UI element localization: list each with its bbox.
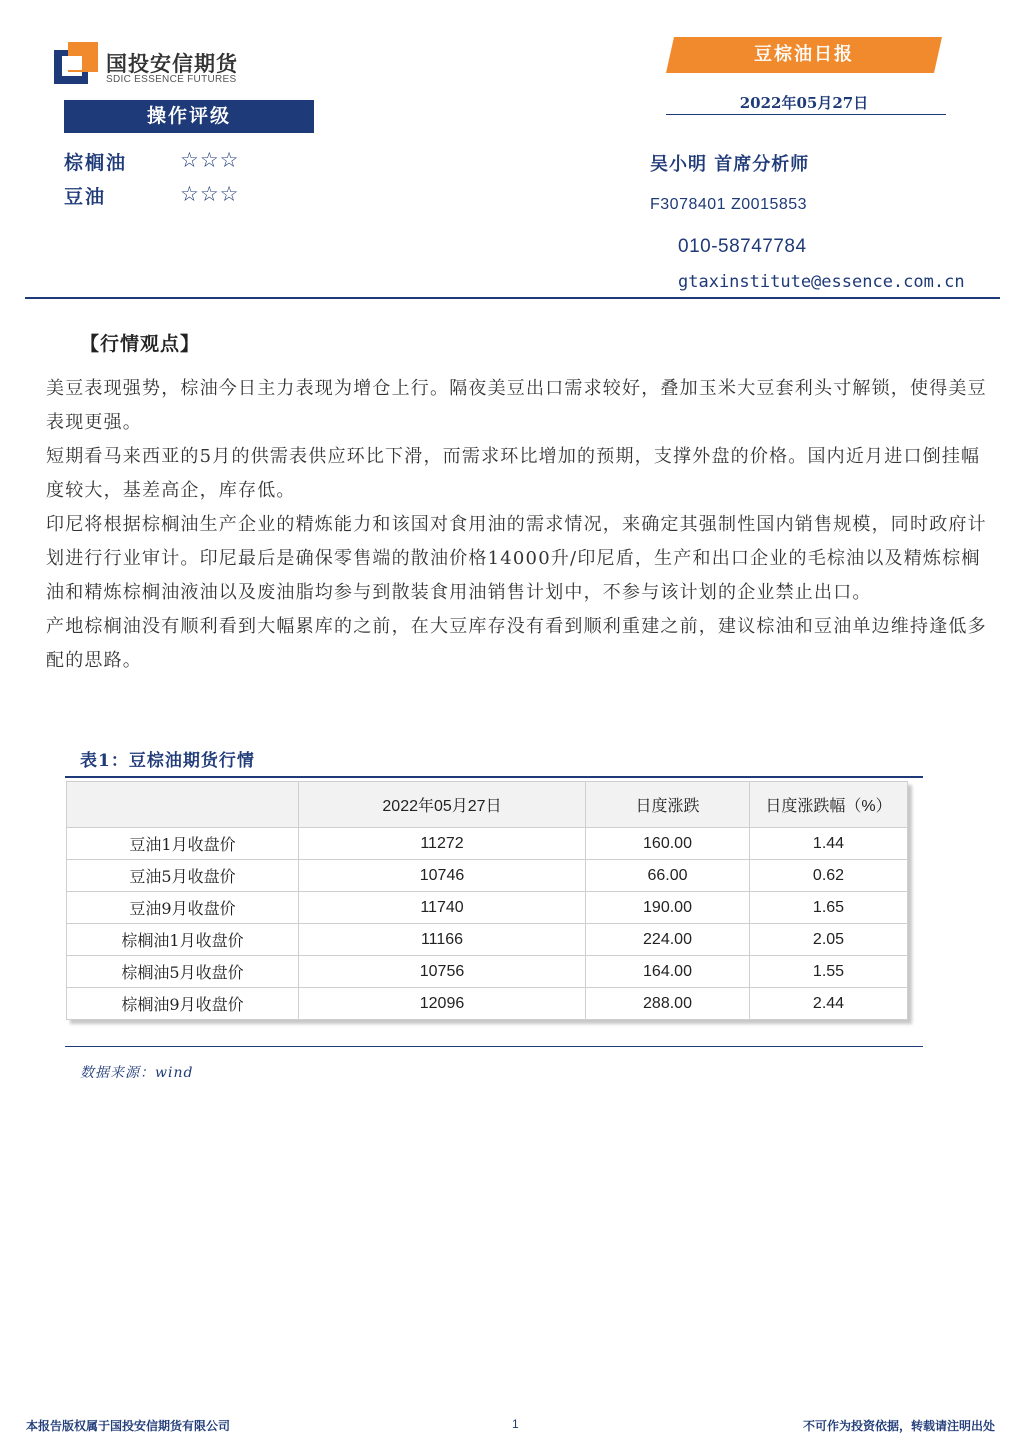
daily-change-pct-cell: 1.44 xyxy=(750,828,908,860)
table-title: 表1：豆棕油期货行情 xyxy=(80,751,255,771)
viewpoint-paragraph: 产地棕榈油没有顺利看到大幅累库的之前，在大豆库存没有看到顺利重建之前，建议棕油和豆油单边维持逢低多配的思路。 xyxy=(46,616,987,671)
contract-name-cell: 棕榈油1月收盘价 xyxy=(67,924,299,956)
date-divider xyxy=(666,114,946,115)
table-row xyxy=(67,892,908,924)
daily-change-pct-cell: 2.44 xyxy=(750,988,908,1020)
table-bottom-divider xyxy=(65,1046,923,1047)
daily-change-pct-cell: 1.55 xyxy=(750,956,908,988)
analyst-licence: F3078401 Z0015853 xyxy=(650,196,808,213)
close-price-cell: 10746 xyxy=(299,860,586,892)
data-source-note: 数据来源：wind xyxy=(80,1065,194,1081)
logo-chinese-name: 国投安信期货 xyxy=(106,52,238,76)
daily-change-pct-cell: 0.62 xyxy=(750,860,908,892)
rating-title: 操作评级 xyxy=(146,105,231,127)
logo-english-name: SDIC ESSENCE FUTURES xyxy=(106,74,237,85)
table-row xyxy=(67,988,908,1020)
company-logo-icon xyxy=(54,42,98,84)
viewpoint-paragraph: 印尼将根据棕榈油生产企业的精炼能力和该国对食用油的需求情况，来确定其强制性国内销售规模，同时政府计划进行行业审计。印尼最后是确保零售端的散油价格14000升/印尼盾，生产和出口企业的毛棕油以及精炼棕榈油和精炼棕榈油液油以及废油脂均参与到散装食用油销售计划中，不参与该计划的企业禁止出口。 xyxy=(46,514,987,603)
futures-quote-table xyxy=(66,781,908,1020)
daily-change-pct-cell: 2.05 xyxy=(750,924,908,956)
contract-name-cell: 豆油1月收盘价 xyxy=(67,828,299,860)
daily-change-pct-cell: 1.65 xyxy=(750,892,908,924)
viewpoint-paragraph: 短期看马来西亚的5月的供需表供应环比下滑，而需求环比增加的预期，支撑外盘的价格。国内近月进口倒挂幅度较大，基差高企，库存低。 xyxy=(46,446,981,501)
header-divider xyxy=(25,297,1000,299)
contract-name-cell: 豆油9月收盘价 xyxy=(67,892,299,924)
close-price-cell: 12096 xyxy=(299,988,586,1020)
table-header-cell: 2022年05月27日 xyxy=(299,782,586,828)
rating-label-palm-oil: 棕榈油 xyxy=(64,152,128,174)
daily-change-cell: 66.00 xyxy=(586,860,750,892)
daily-change-cell: 288.00 xyxy=(586,988,750,1020)
contract-name-cell: 棕榈油5月收盘价 xyxy=(67,956,299,988)
footer-copyright: 本报告版权属于国投安信期货有限公司 xyxy=(26,1419,231,1433)
daily-change-cell: 160.00 xyxy=(586,828,750,860)
daily-change-cell: 190.00 xyxy=(586,892,750,924)
rating-label-soybean-oil: 豆油 xyxy=(64,186,107,208)
table-header-cell: 日度涨跌 xyxy=(586,782,750,828)
contract-name-cell: 豆油5月收盘价 xyxy=(67,860,299,892)
analyst-phone: 010-58747784 xyxy=(678,236,807,257)
viewpoint-title: 【行情观点】 xyxy=(80,333,201,355)
footer-page-number: 1 xyxy=(512,1417,519,1431)
close-price-cell: 11740 xyxy=(299,892,586,924)
table-header-cell xyxy=(67,782,299,828)
table-row xyxy=(67,828,908,860)
table-header-row xyxy=(67,782,908,828)
rating-stars-palm-oil: ☆☆☆ xyxy=(180,148,240,172)
viewpoint-paragraph: 美豆表现强势，棕油今日主力表现为增仓上行。隔夜美豆出口需求较好，叠加玉米大豆套利头寸解锁，使得美豆表现更强。 xyxy=(46,378,987,433)
footer-disclaimer: 不可作为投资依据，转载请注明出处 xyxy=(802,1419,995,1433)
close-price-cell: 11272 xyxy=(299,828,586,860)
report-date: 2022年05月27日 xyxy=(739,94,869,112)
daily-change-cell: 224.00 xyxy=(586,924,750,956)
table-top-divider xyxy=(65,776,923,778)
table-row xyxy=(67,860,908,892)
close-price-cell: 10756 xyxy=(299,956,586,988)
table-row xyxy=(67,924,908,956)
daily-change-cell: 164.00 xyxy=(586,956,750,988)
table-row xyxy=(67,956,908,988)
analyst-email[interactable]: gtaxinstitute@essence.com.cn xyxy=(678,272,965,292)
rating-stars-soybean-oil: ☆☆☆ xyxy=(180,182,240,206)
contract-name-cell: 棕榈油9月收盘价 xyxy=(67,988,299,1020)
report-name: 豆棕油日报 xyxy=(754,44,854,65)
analyst-name: 吴小明 首席分析师 xyxy=(650,154,810,175)
table-header-cell: 日度涨跌幅（%） xyxy=(750,782,908,828)
viewpoint-body xyxy=(46,372,991,678)
close-price-cell: 11166 xyxy=(299,924,586,956)
